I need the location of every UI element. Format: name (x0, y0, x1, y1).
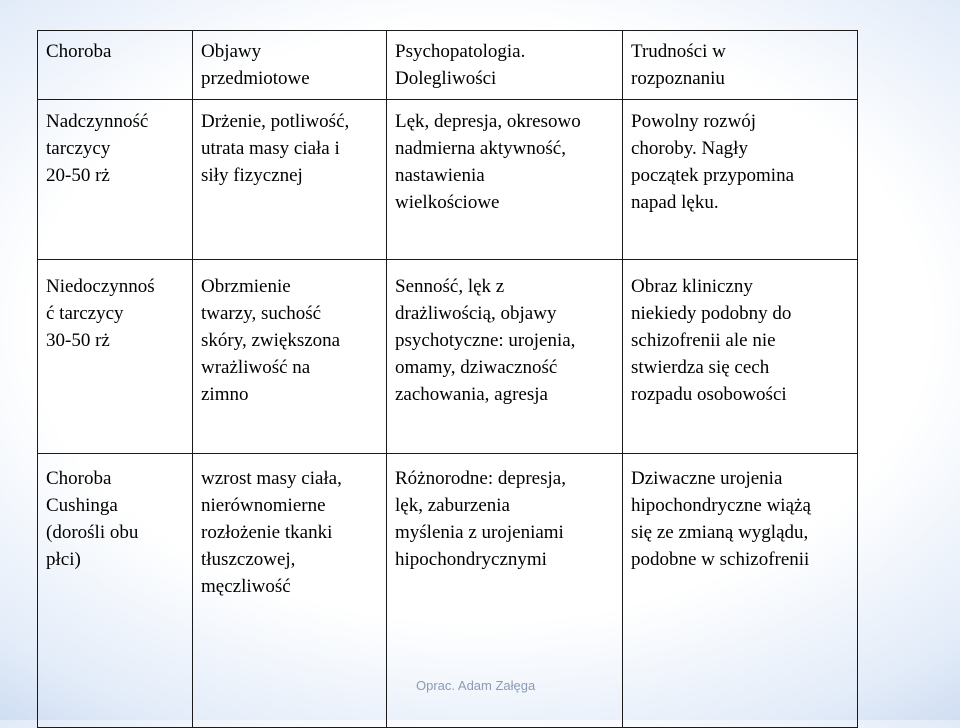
cell-text-line: ć tarczycy (46, 303, 124, 324)
cell-text-line: nadmierna aktywność, (395, 138, 566, 159)
cell-text-line: myślenia z urojeniami (395, 522, 564, 543)
cell-text-line: lęk, zaburzenia (395, 495, 510, 516)
cell-text-line: płci) (46, 549, 81, 570)
cell-text-line: tarczycy (46, 138, 111, 159)
cell-text-line: hipochondrycznymi (395, 549, 547, 570)
cell-text-line: Choroba (46, 468, 112, 489)
cell-text-line: Lęk, depresja, okresowo (395, 111, 581, 132)
cell-text-line: Trudności w (631, 41, 726, 62)
header-disease (38, 31, 193, 100)
cell-text-line: rozpadu osobowości (631, 384, 787, 405)
cell-text-line: rozpoznaniu (631, 68, 725, 89)
symptoms-cell (193, 100, 387, 260)
cell-text-line: początek przypomina (631, 165, 795, 186)
cell-text-line: Choroba (46, 41, 112, 62)
cell-text-line: stwierdza się cech (631, 357, 770, 378)
cell-text-line: Cushinga (46, 495, 118, 516)
table-header-row (38, 31, 858, 100)
table-row (38, 260, 858, 454)
cell-text-line: Dziwaczne urojenia (631, 468, 783, 489)
symptoms-cell (193, 454, 387, 728)
cell-text-line: niekiedy podobny do (631, 303, 792, 324)
cell-text-line: nastawienia (395, 165, 485, 186)
cell-text-line: zachowania, agresja (395, 384, 548, 405)
cell-text-line: twarzy, suchość (201, 303, 322, 324)
disease-comparison-table (37, 30, 858, 728)
cell-text-line: (dorośli obu (46, 522, 139, 543)
cell-text-line: męczliwość (201, 576, 291, 597)
cell-text-line: tłuszczowej, (201, 549, 296, 570)
cell-text-line: Obrzmienie (201, 276, 291, 297)
cell-text-line: nierównomierne (201, 495, 326, 516)
cell-text-line: Drżenie, potliwość, (201, 111, 350, 132)
cell-text-line: choroby. Nagły (631, 138, 748, 159)
cell-text-line: Nadczynność (46, 111, 149, 132)
cell-text-line: podobne w schizofrenii (631, 549, 810, 570)
cell-text-line: zimno (201, 384, 249, 405)
symptoms-cell (193, 260, 387, 454)
psychopathology-cell (387, 260, 623, 454)
cell-text-line: psychotyczne: urojenia, (395, 330, 576, 351)
cell-text-line: wrażliwość na (201, 357, 311, 378)
cell-text-line: napad lęku. (631, 192, 719, 213)
cell-text-line: Powolny rozwój (631, 111, 757, 132)
difficulties-cell (623, 454, 858, 728)
cell-text-line: Różnorodne: depresja, (395, 468, 566, 489)
cell-text-line: skóry, zwiększona (201, 330, 341, 351)
disease-cell (38, 454, 193, 728)
disease-cell (38, 100, 193, 260)
difficulties-cell (623, 100, 858, 260)
cell-text-line: siły fizycznej (201, 165, 303, 186)
cell-text-line: drażliwością, objawy (395, 303, 557, 324)
footer-author-note: Oprac. Adam Załęga (416, 678, 536, 693)
header-objective-symptoms (193, 31, 387, 100)
cell-text-line: wzrost masy ciała, (201, 468, 342, 489)
cell-text-line: Senność, lęk z (395, 276, 505, 297)
cell-text-line: 20-50 rż (46, 165, 110, 186)
cell-text-line: omamy, dziwaczność (395, 357, 558, 378)
cell-text-line: utrata masy ciała i (201, 138, 340, 159)
difficulties-cell (623, 260, 858, 454)
cell-text-line: Objawy (201, 41, 262, 62)
header-diagnostic-difficulties (623, 31, 858, 100)
cell-text-line: Obraz kliniczny (631, 276, 753, 297)
disease-cell (38, 260, 193, 454)
table-row (38, 100, 858, 260)
cell-text-line: Niedoczynnoś (46, 276, 155, 297)
cell-text-line: 30-50 rż (46, 330, 110, 351)
cell-text-line: Dolegliwości (395, 68, 497, 89)
cell-text-line: rozłożenie tkanki (201, 522, 333, 543)
cell-text-line: się ze zmianą wyglądu, (631, 522, 809, 543)
psychopathology-cell (387, 100, 623, 260)
cell-text-line: hipochondryczne wiążą (631, 495, 811, 516)
header-psychopathology (387, 31, 623, 100)
cell-text-line: Psychopatologia. (395, 41, 526, 62)
cell-text-line: wielkościowe (395, 192, 500, 213)
cell-text-line: przedmiotowe (201, 68, 310, 89)
cell-text-line: schizofrenii ale nie (631, 330, 776, 351)
